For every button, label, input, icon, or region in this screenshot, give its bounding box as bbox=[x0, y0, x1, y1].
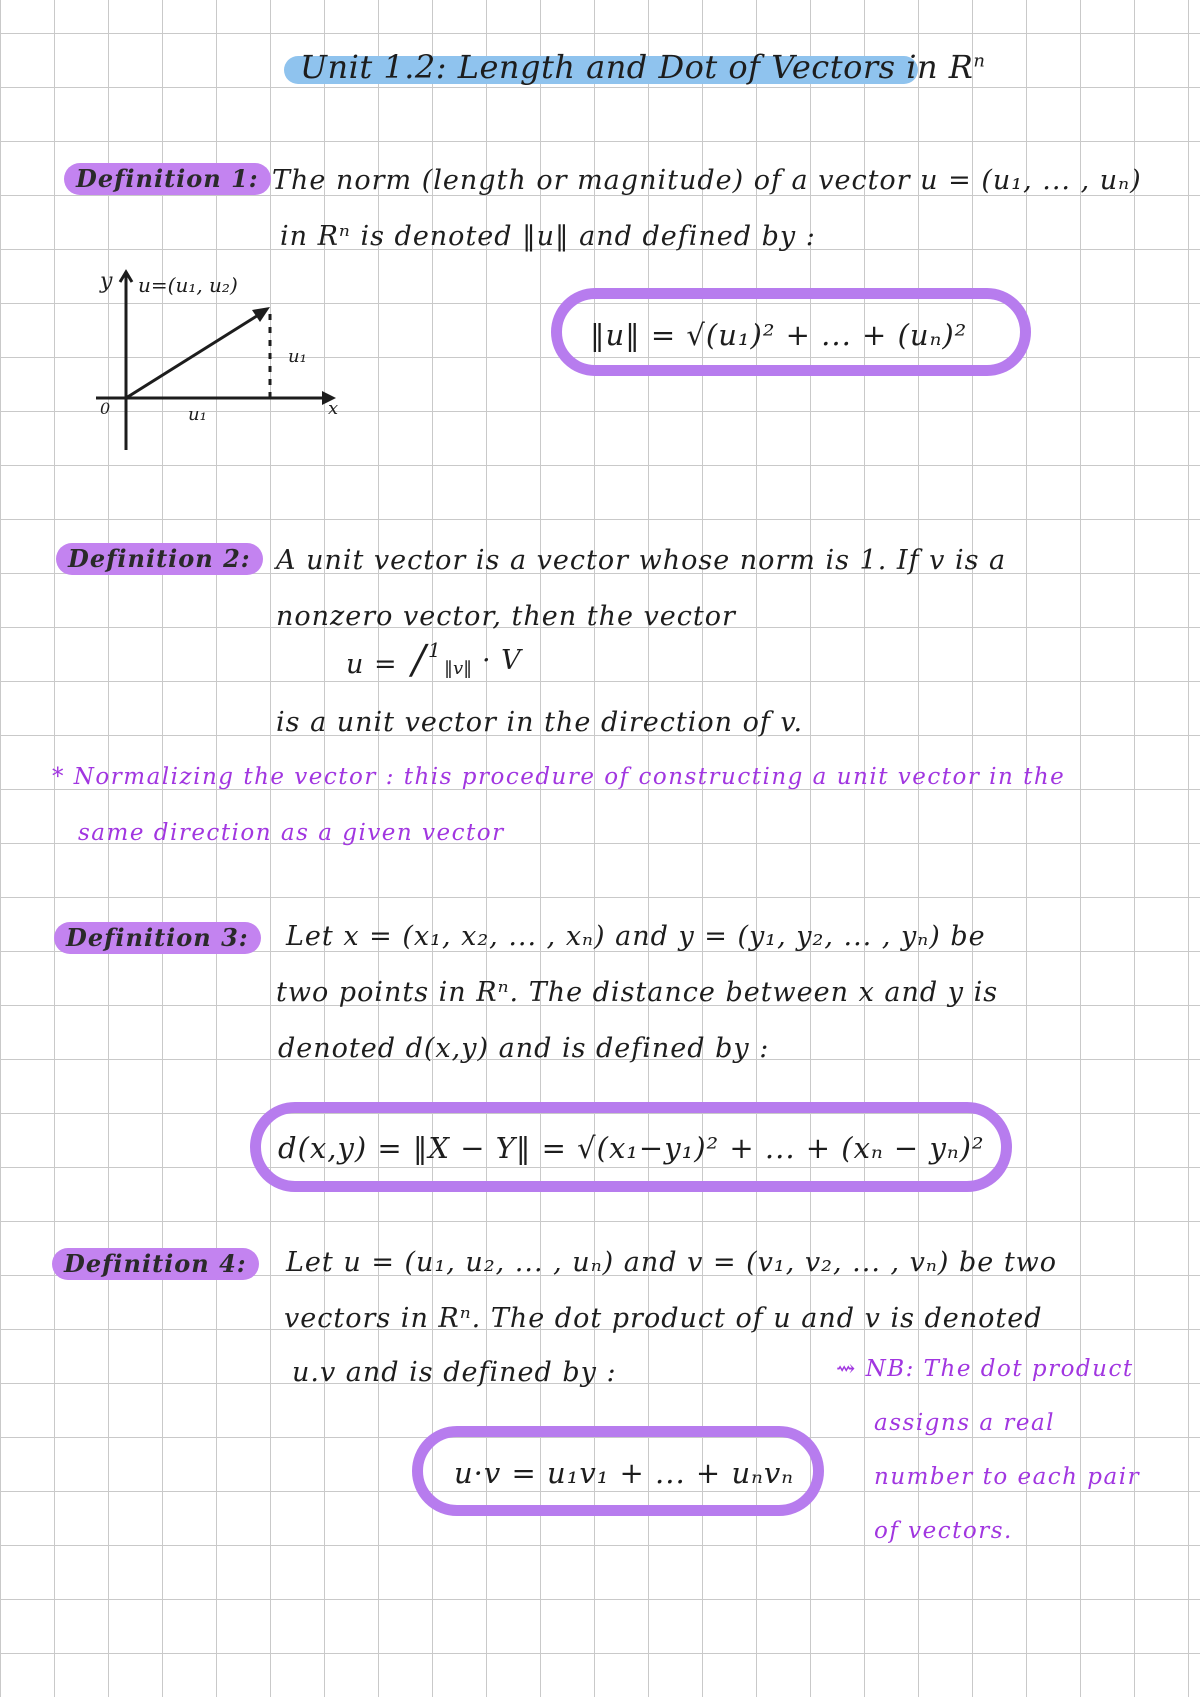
definition-4-line-1: Let u = (u₁, u₂, ... , uₙ) and v = (v₁, v₂, ... , vₙ) be two bbox=[286, 1247, 1058, 1278]
definition-4-label: Definition 4: bbox=[52, 1248, 259, 1280]
dot-product-formula: u·v = u₁v₁ + ... + uₙvₙ bbox=[454, 1456, 795, 1490]
title-superscript: n bbox=[973, 50, 986, 72]
definition-1-line-1: The norm (length or magnitude) of a vector u = (u₁, ... , uₙ) bbox=[272, 165, 1142, 196]
definition-1-line-2: in Rⁿ is denoted ‖u‖ and defined by : bbox=[280, 221, 816, 252]
definition-2-dot-v: · V bbox=[482, 645, 522, 676]
y-component-label: u₁ bbox=[288, 346, 307, 367]
definition-2-u-equals: u = bbox=[346, 649, 398, 680]
definition-4-line-2: vectors in Rⁿ. The dot product of u and v is denoted bbox=[284, 1303, 1043, 1334]
vector-u-line bbox=[126, 314, 260, 398]
page-title bbox=[300, 48, 985, 86]
definition-2-line-5: is a unit vector in the direction of v. bbox=[276, 707, 804, 738]
vector-diagram bbox=[80, 262, 360, 462]
distance-formula: d(x,y) = ‖X − Y‖ = √(x₁−y₁)² + ... + (xₙ − yₙ)² bbox=[278, 1131, 985, 1165]
normalizing-note-line-2: same direction as a given vector bbox=[78, 820, 505, 846]
definition-3-line-3: denoted d(x,y) and is defined by : bbox=[278, 1033, 770, 1064]
fraction-denominator: ‖v‖ bbox=[444, 658, 473, 679]
nb-note-line-1: ⇝ NB: The dot product bbox=[836, 1356, 1134, 1382]
definition-2-line-2: nonzero vector, then the vector bbox=[276, 601, 736, 632]
definition-2-line-1: A unit vector is a vector whose norm is 1. If v is a bbox=[276, 545, 1007, 576]
definition-1-label: Definition 1: bbox=[64, 163, 271, 195]
x-component-label: u₁ bbox=[188, 404, 207, 425]
norm-formula: ‖u‖ = √(u₁)² + ... + (uₙ)² bbox=[590, 318, 968, 352]
origin-label: 0 bbox=[100, 399, 111, 418]
definition-3-label: Definition 3: bbox=[54, 922, 261, 954]
vector-u-arrow-icon bbox=[252, 307, 270, 322]
x-axis-label: x bbox=[328, 398, 339, 419]
nb-note-line-3: number to each pair bbox=[874, 1464, 1141, 1490]
definition-4-line-3: u.v and is defined by : bbox=[292, 1357, 617, 1388]
definition-3-line-2: two points in Rⁿ. The distance between x and y is bbox=[276, 977, 999, 1008]
nb-note-line-4: of vectors. bbox=[874, 1518, 1013, 1544]
normalizing-note-line-1: * Normalizing the vector : this procedure of constructing a unit vector in the bbox=[52, 764, 1066, 790]
y-axis-label: y bbox=[100, 269, 113, 294]
fraction-slash: ∕ bbox=[412, 637, 426, 683]
definition-3-line-1: Let x = (x₁, x₂, ... , xₙ) and y = (y₁, y₂, ... , yₙ) be bbox=[286, 921, 986, 952]
title-text: Unit 1.2: Length and Dot of Vectors in R bbox=[300, 48, 974, 86]
nb-note-line-2: assigns a real bbox=[874, 1410, 1056, 1436]
vector-label: u=(u₁, u₂) bbox=[138, 273, 238, 297]
definition-2-label: Definition 2: bbox=[56, 543, 263, 575]
fraction-numerator: 1 bbox=[428, 638, 441, 662]
